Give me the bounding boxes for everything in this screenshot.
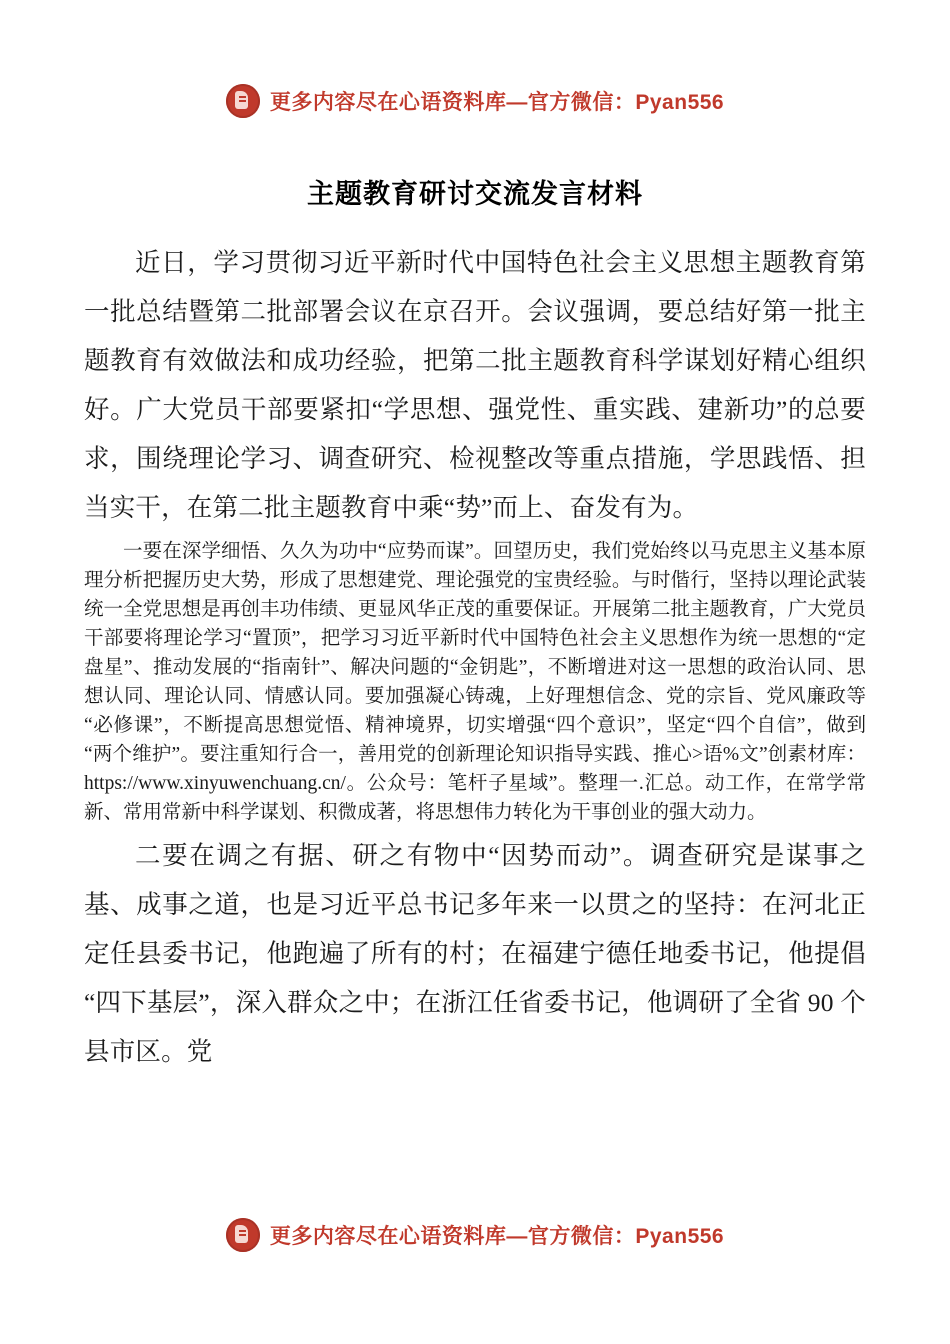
watermark-label-bottom: 更多内容尽在心语资料库— bbox=[269, 1225, 528, 1248]
watermark-wechat-label-bottom: 官方微信： bbox=[527, 1225, 636, 1248]
watermark-label-top: 更多内容尽在心语资料库— bbox=[269, 91, 528, 114]
watermark-wechat-id-top: Pyan556 bbox=[635, 91, 725, 114]
document-title: 主题教育研讨交流发言材料 bbox=[307, 179, 643, 209]
document-body bbox=[84, 238, 866, 1076]
book-circle-logo-icon bbox=[226, 1218, 260, 1252]
book-circle-logo-icon bbox=[226, 84, 260, 118]
paragraph-2: 一要在深学细悟、久久为功中“应势而谋”。回望历史，我们党始终以马克思主义基本原理分析把握历史大势，形成了思想建党、理论强党的宝贵经验。与时偕行，坚持以理论武装统一全党思想是再创丰功伟绩、更显风华正茂的重要保证。开展第二批主题教育，广大党员干部要将理论学习“置顶”，把学习习近平新时代中国特色社会主义思想作为统一思想的“定盘星”、推动发展的“指南针”、解决问题的“金钥匙”，不断增进对这一思想的政治认同、思想认同、理论认同、情感认同。要加强凝心铸魂，上好理想信念、党的宗旨、党风廉政等“必修课”，不断提高思想觉悟、精神境界，切实增强“四个意识”，坚定“四个自信”，做到“两个维护”。要注重知行合一，善用党的创新理论知识指导实践、推心>语%文”创素材库：https://www.xinyuwenchuang.cn/。公众号：笔杆子星域”。整理一.汇总。动工作，在常学常新、常用常新中科学谋划、积微成著，将思想伟力转化为干事创业的强大动力。 bbox=[84, 541, 866, 823]
paragraph-1: 近日，学习贯彻习近平新时代中国特色社会主义思想主题教育第一批总结暨第二批部署会议在京召开。会议强调，要总结好第一批主题教育有效做法和成功经验，把第二批主题教育科学谋划好精心组织好。广大党员干部要紧扣“学思想、强党性、重实践、建新功”的总要求，围绕理论学习、调查研究、检视整改等重点措施，学思践悟、担当实干，在第二批主题教育中乘“势”而上、奋发有为。 bbox=[84, 248, 866, 522]
watermark-banner-top bbox=[0, 84, 950, 118]
watermark-text-top bbox=[270, 86, 724, 116]
watermark-text-bottom bbox=[270, 1220, 724, 1250]
watermark-wechat-label-top: 官方微信： bbox=[527, 91, 636, 114]
watermark-banner-bottom bbox=[0, 1218, 950, 1252]
paragraph-3: 二要在调之有据、研之有物中“因势而动”。调查研究是谋事之基、成事之道，也是习近平总书记多年来一以贯之的坚持：在河北正定任县委书记，他跑遍了所有的村；在福建宁德任地委书记，他提倡“四下基层”，深入群众之中；在浙江任省委书记，他调研了全省 90 个县市区。党 bbox=[84, 841, 866, 1066]
watermark-wechat-id-bottom: Pyan556 bbox=[635, 1225, 725, 1248]
